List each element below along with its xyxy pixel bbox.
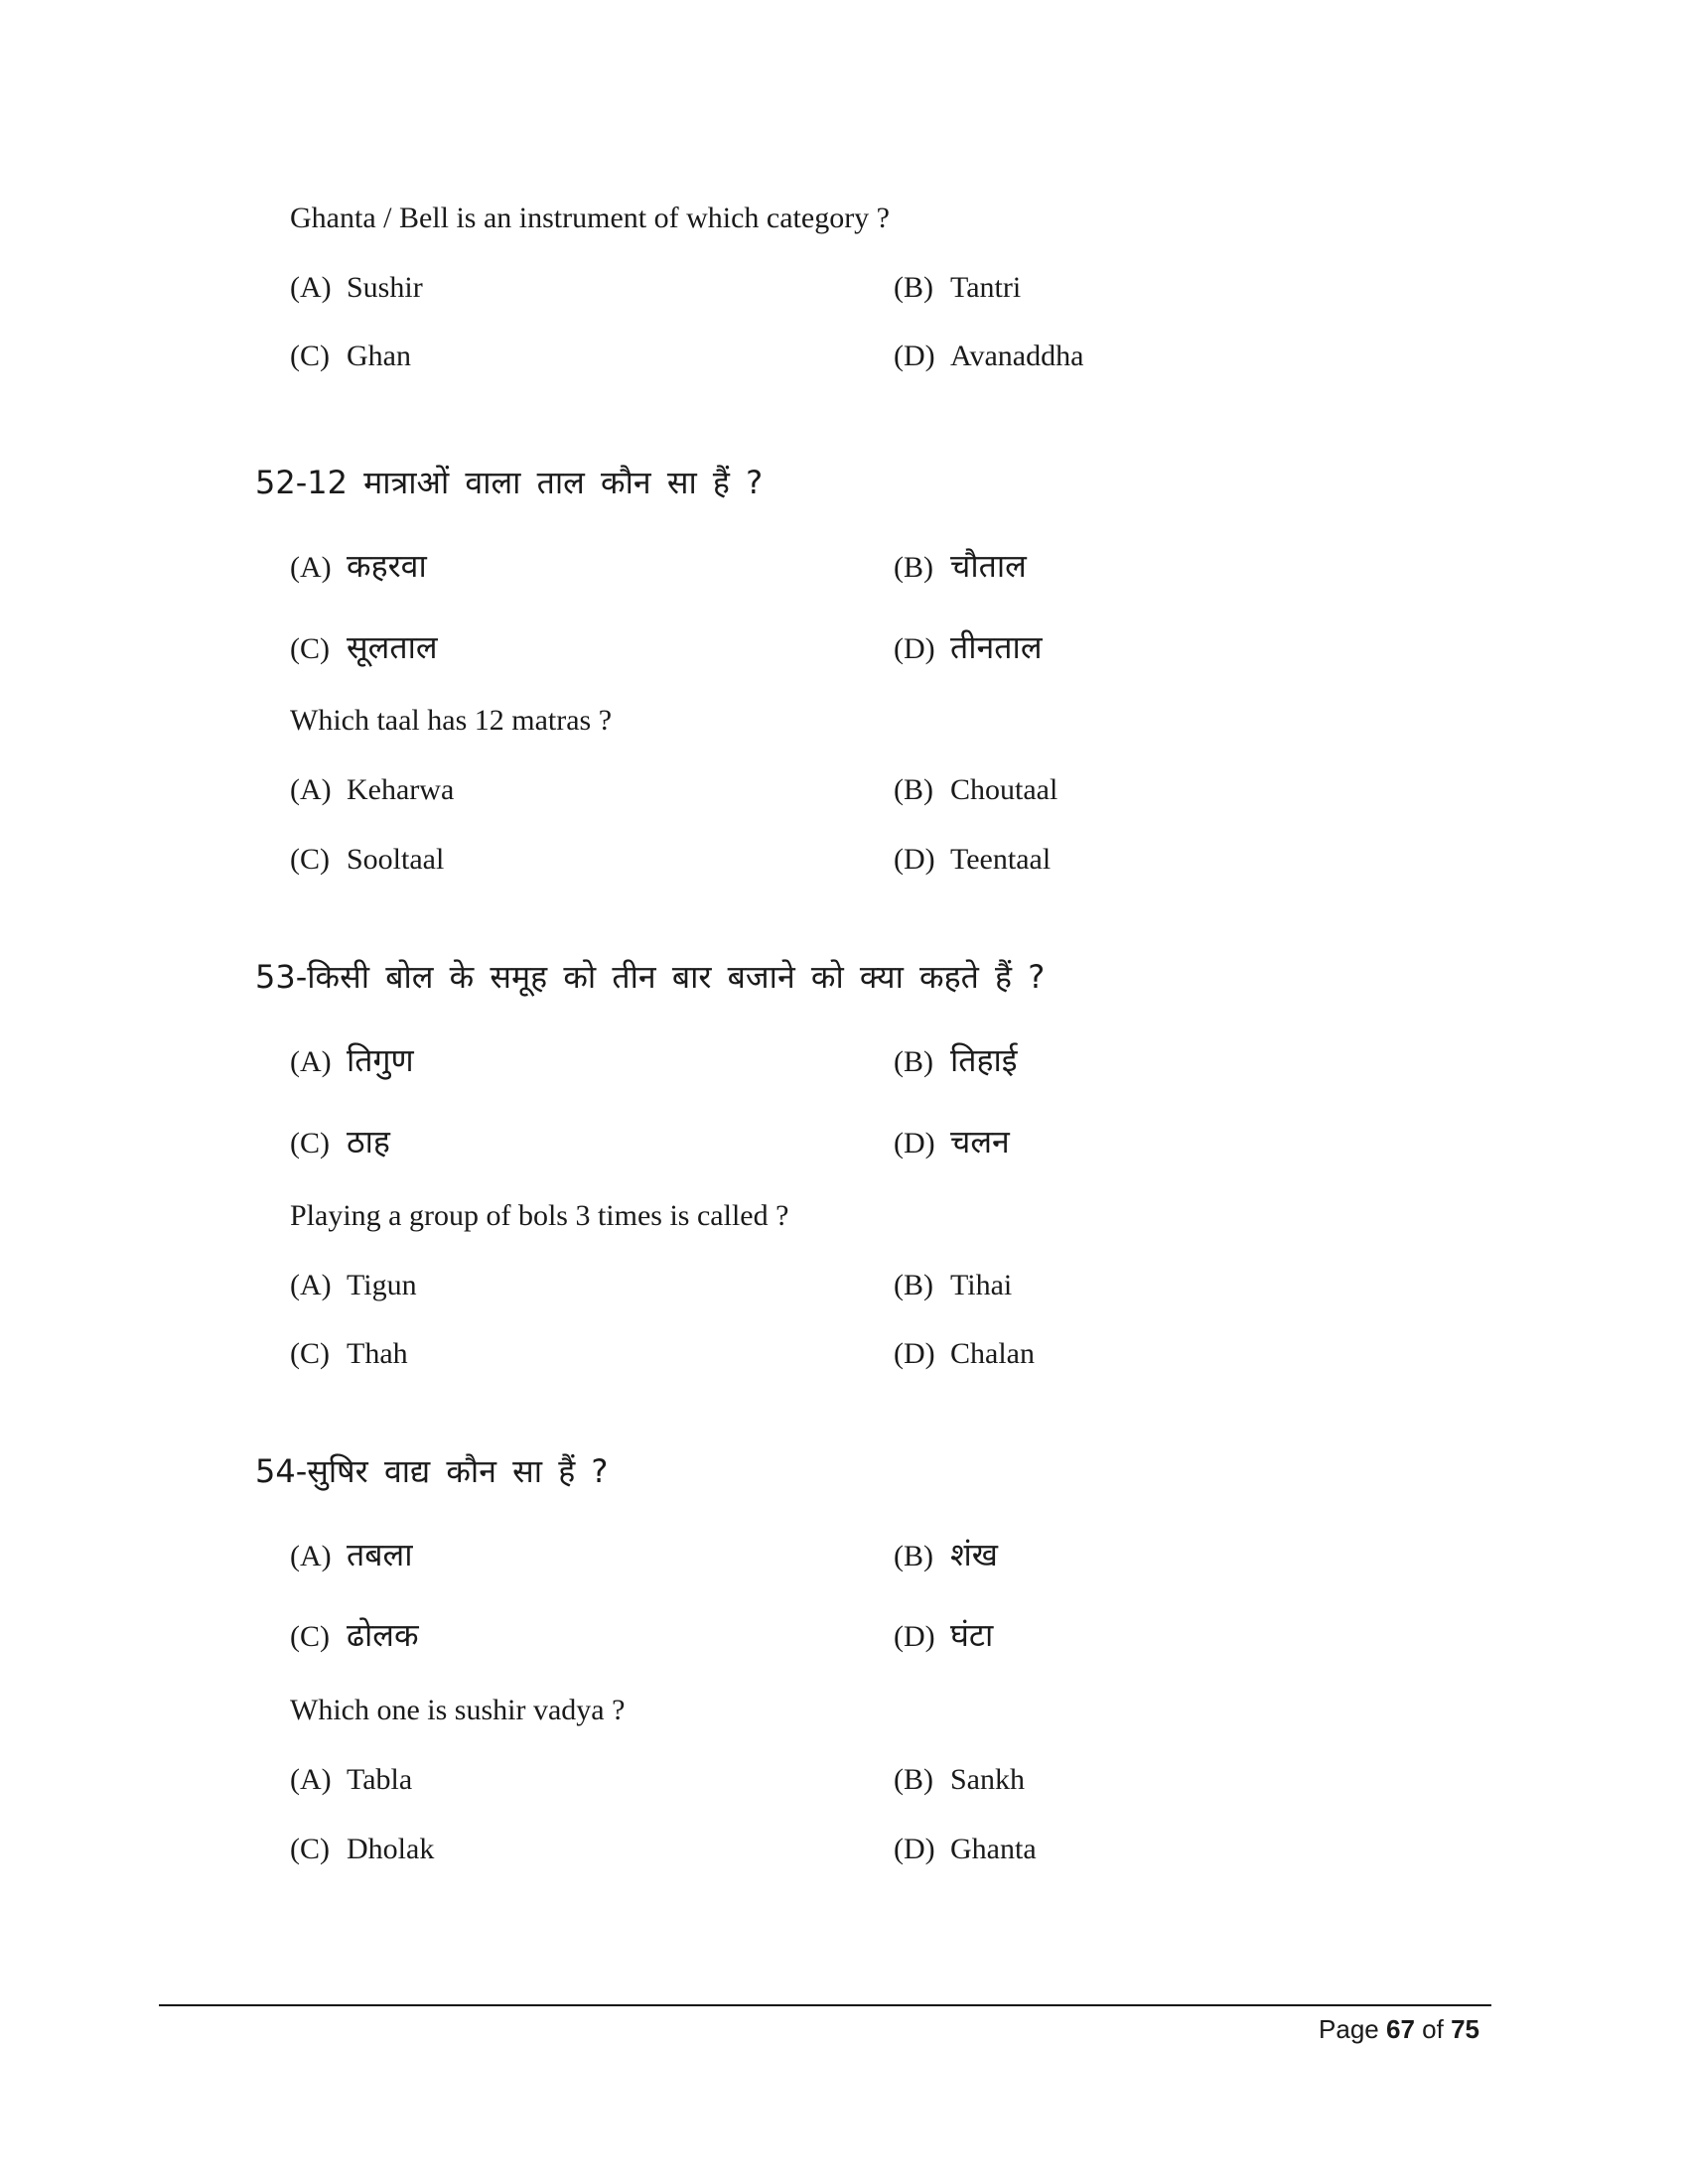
option-text: Chalan bbox=[950, 1337, 1035, 1370]
q54-hindi-option-d bbox=[894, 1615, 993, 1657]
q51-option-a bbox=[290, 270, 423, 306]
q52-hindi-option-a bbox=[290, 546, 427, 588]
option-text: Choutaal bbox=[950, 773, 1058, 806]
option-letter: (D) bbox=[894, 843, 935, 876]
q52-option-a bbox=[290, 772, 454, 808]
option-letter: (C) bbox=[290, 1833, 330, 1865]
option-letter: (D) bbox=[894, 1620, 935, 1653]
option-letter: (C) bbox=[290, 1337, 330, 1370]
option-text: शंख bbox=[950, 1536, 998, 1573]
option-text: Teentaal bbox=[950, 843, 1052, 876]
option-text: कहरवा bbox=[347, 547, 427, 585]
q53-option-a bbox=[290, 1268, 417, 1303]
option-letter: (C) bbox=[290, 632, 330, 665]
q52-hindi-option-c bbox=[290, 627, 438, 669]
q54-hindi-option-c bbox=[290, 1615, 419, 1657]
option-text: तीनताल bbox=[950, 628, 1043, 666]
option-text: Tantri bbox=[950, 271, 1022, 304]
q53-option-b bbox=[894, 1268, 1012, 1303]
q53-hindi-option-c bbox=[290, 1122, 390, 1163]
q53-english-stem: Playing a group of bols 3 times is called ? bbox=[290, 1199, 789, 1232]
page-current: 67 bbox=[1386, 2014, 1415, 2044]
option-text: Tabla bbox=[347, 1763, 413, 1796]
option-letter: (A) bbox=[290, 1269, 332, 1301]
option-text: चलन bbox=[950, 1123, 1010, 1160]
option-text: Sankh bbox=[950, 1763, 1025, 1796]
q52-option-c bbox=[290, 842, 444, 878]
option-text: Ghan bbox=[347, 340, 411, 372]
option-letter: (B) bbox=[894, 773, 933, 806]
option-letter: (A) bbox=[290, 551, 332, 584]
option-letter: (D) bbox=[894, 1337, 935, 1370]
q54-english-stem: Which one is sushir vadya ? bbox=[290, 1694, 626, 1726]
option-letter: (D) bbox=[894, 632, 935, 665]
q52-hindi-option-b bbox=[894, 546, 1027, 588]
q53-hindi-option-b bbox=[894, 1040, 1018, 1082]
q53-hindi-stem: 53-किसी बोल के समूह को तीन बार बजाने को क्या कहते हैं ? bbox=[255, 958, 1046, 996]
option-text: तिहाई bbox=[950, 1041, 1018, 1079]
q53-option-d bbox=[894, 1336, 1035, 1372]
option-text: सूलताल bbox=[347, 628, 438, 666]
option-letter: (B) bbox=[894, 1045, 933, 1078]
q54-option-b bbox=[894, 1762, 1025, 1798]
option-text: Ghanta bbox=[950, 1833, 1037, 1865]
q52-english-stem: Which taal has 12 matras ? bbox=[290, 704, 613, 737]
option-text: Sushir bbox=[347, 271, 423, 304]
option-letter: (B) bbox=[894, 551, 933, 584]
option-letter: (A) bbox=[290, 1540, 332, 1572]
q53-option-c bbox=[290, 1336, 408, 1372]
option-text: Tihai bbox=[950, 1269, 1013, 1301]
page-total: 75 bbox=[1451, 2014, 1479, 2044]
q52-hindi-stem: 52-12 मात्राओं वाला ताल कौन सा हैं ? bbox=[255, 464, 764, 501]
option-text: ठाह bbox=[347, 1123, 390, 1160]
q54-hindi-stem: 54-सुषिर वाद्य कौन सा हैं ? bbox=[255, 1452, 609, 1490]
footer-rule bbox=[159, 2004, 1491, 2006]
option-text: घंटा bbox=[950, 1616, 994, 1654]
q51-option-c bbox=[290, 339, 411, 374]
page-number bbox=[1319, 2011, 1479, 2047]
option-letter: (D) bbox=[894, 1127, 935, 1160]
option-letter: (C) bbox=[290, 1620, 330, 1653]
option-text: Thah bbox=[347, 1337, 408, 1370]
q51-option-d bbox=[894, 339, 1083, 374]
q51-option-b bbox=[894, 270, 1021, 306]
option-letter: (A) bbox=[290, 773, 332, 806]
q51-english-stem: Ghanta / Bell is an instrument of which category ? bbox=[290, 202, 890, 234]
page-word: Page bbox=[1319, 2014, 1379, 2044]
q54-hindi-option-b bbox=[894, 1535, 998, 1576]
q54-option-a bbox=[290, 1762, 412, 1798]
option-text: Avanaddha bbox=[950, 340, 1084, 372]
option-text: Dholak bbox=[347, 1833, 435, 1865]
option-letter: (A) bbox=[290, 1763, 332, 1796]
q53-hindi-option-d bbox=[894, 1122, 1010, 1163]
q54-option-d bbox=[894, 1832, 1037, 1867]
option-text: Tigun bbox=[347, 1269, 417, 1301]
option-letter: (C) bbox=[290, 843, 330, 876]
option-text: तिगुण bbox=[347, 1041, 414, 1079]
option-text: Sooltaal bbox=[347, 843, 445, 876]
option-letter: (B) bbox=[894, 1763, 933, 1796]
q52-hindi-option-d bbox=[894, 627, 1043, 669]
option-letter: (D) bbox=[894, 1833, 935, 1865]
option-text: Keharwa bbox=[347, 773, 455, 806]
option-text: चौताल bbox=[950, 547, 1027, 585]
option-letter: (C) bbox=[290, 340, 330, 372]
q52-option-b bbox=[894, 772, 1057, 808]
of-word: of bbox=[1422, 2014, 1444, 2044]
q52-option-d bbox=[894, 842, 1051, 878]
option-letter: (A) bbox=[290, 1045, 332, 1078]
option-text: तबला bbox=[347, 1536, 413, 1573]
option-letter: (A) bbox=[290, 271, 332, 304]
option-letter: (B) bbox=[894, 1269, 933, 1301]
option-letter: (C) bbox=[290, 1127, 330, 1160]
option-letter: (B) bbox=[894, 271, 933, 304]
q54-hindi-option-a bbox=[290, 1535, 413, 1576]
option-letter: (D) bbox=[894, 340, 935, 372]
option-letter: (B) bbox=[894, 1540, 933, 1572]
q53-hindi-option-a bbox=[290, 1040, 414, 1082]
option-text: ढोलक bbox=[347, 1616, 419, 1654]
q54-option-c bbox=[290, 1832, 434, 1867]
